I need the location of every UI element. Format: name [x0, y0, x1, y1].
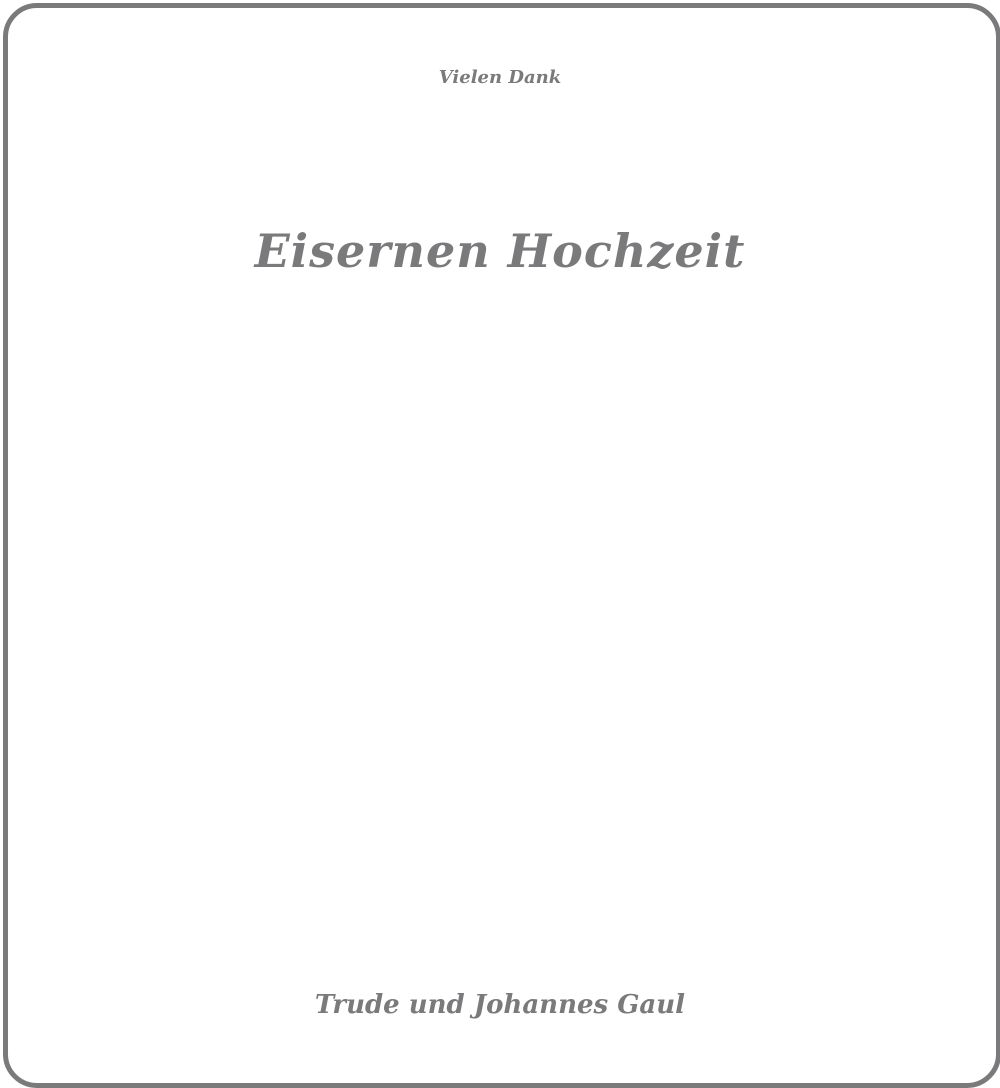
paragraph-line — [0, 577, 1000, 629]
paragraph-line — [0, 813, 1000, 865]
paragraph-donation — [0, 813, 1000, 917]
paragraph-line — [0, 525, 1000, 577]
paragraph-line — [0, 473, 1000, 525]
paragraph-clergy — [0, 643, 1000, 799]
paragraph-thanks — [0, 369, 1000, 629]
paragraph-line — [0, 747, 1000, 799]
paragraph-line — [0, 369, 1000, 421]
paragraph-line — [0, 695, 1000, 747]
intro-text — [0, 135, 1000, 187]
paragraph-line — [0, 643, 1000, 695]
heading-title: Vielen Dank — [438, 67, 562, 88]
event-date — [0, 296, 1000, 348]
paragraph-line — [0, 865, 1000, 917]
signature-names: Trude und Johannes Gaul — [314, 990, 686, 1020]
occasion-title: Eisernen Hochzeit — [254, 224, 746, 278]
paragraph-line — [0, 421, 1000, 473]
